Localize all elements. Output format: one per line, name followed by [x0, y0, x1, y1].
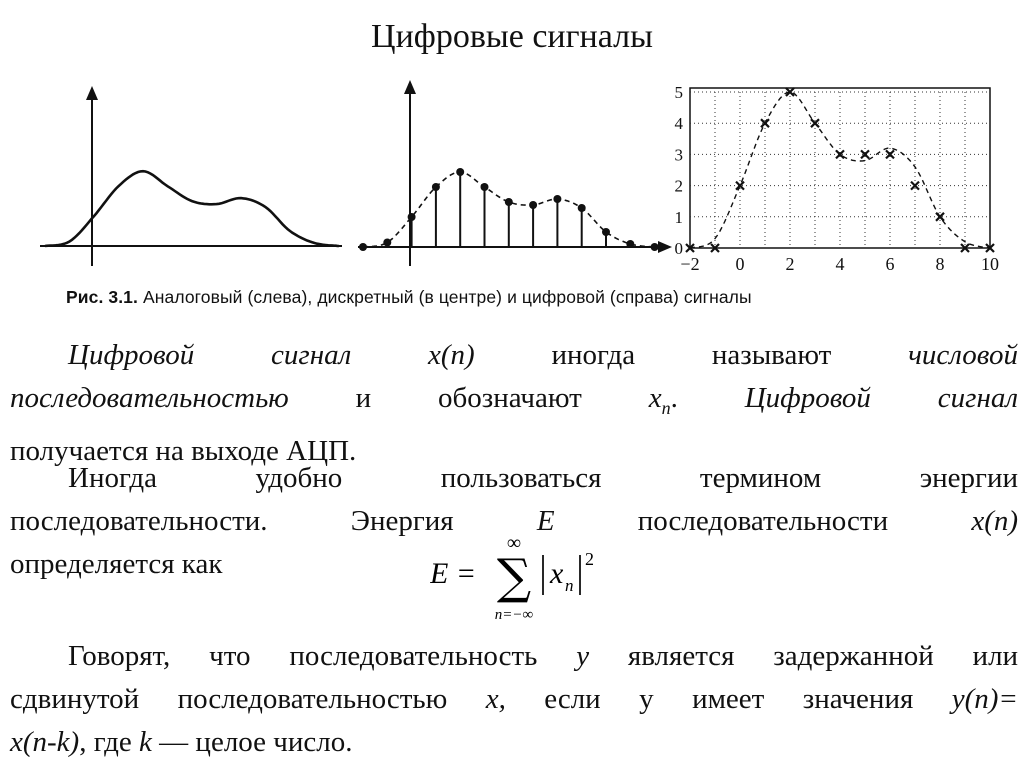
x-tick-label: −2 [680, 254, 700, 274]
word: называют [711, 339, 832, 371]
formula-var-sub: n [565, 576, 574, 595]
discrete-sample-point [626, 240, 634, 248]
x-tick-label: 6 [885, 254, 895, 274]
y-tick-label: 3 [674, 145, 683, 165]
discrete-signal-plot [358, 80, 672, 266]
paragraph1-line3: получается на выходе АЦП. [10, 435, 357, 467]
sigma-icon: ∑ [496, 549, 532, 605]
word: термином [699, 462, 822, 494]
formula-upper-limit: ∞ [506, 535, 522, 554]
paragraph-digital-signal [10, 334, 1018, 473]
word: Энергия [350, 505, 454, 537]
word: что [209, 640, 251, 672]
formula-lhs: E = [430, 557, 477, 590]
discrete-y-arrow-icon [404, 80, 416, 94]
term-digital-signal: Цифровой [68, 339, 195, 371]
discrete-sample-point [651, 243, 659, 251]
paragraph2-line1 [10, 457, 1018, 500]
figure-number: Рис. 3.1. [66, 287, 138, 307]
analog-signal-curve [45, 171, 339, 246]
word: удобно [255, 462, 343, 494]
var-e: E [536, 505, 555, 537]
discrete-sample-point [529, 201, 537, 209]
x-tick-label: 8 [935, 254, 945, 274]
discrete-sample-point [432, 183, 440, 191]
discrete-sample-point [408, 213, 416, 221]
discrete-sample-point [481, 183, 489, 191]
y-tick-label: 2 [674, 176, 683, 196]
word: иногда [551, 339, 636, 371]
x-tick-label: 0 [735, 254, 745, 274]
word: последовательность [289, 640, 538, 672]
term-x-n-k: x(n-k) [10, 726, 80, 758]
word: имеет [692, 683, 765, 715]
term-xn: x(n) [971, 505, 1019, 537]
paragraph2-line3: определяется как [10, 548, 223, 580]
energy-formula [430, 535, 630, 625]
analog-y-arrow-icon [86, 86, 98, 100]
word: , где [79, 726, 132, 758]
figure-caption-text: Аналоговый (слева), дискретный (в центре) и цифровой (справа) сигналы [142, 287, 752, 307]
discrete-x-arrow-icon [658, 241, 672, 253]
discrete-sample-point [578, 204, 586, 212]
y-tick-label: 1 [674, 207, 683, 227]
var-y: y [576, 640, 590, 672]
term-digital: Цифровой [744, 382, 871, 414]
word: задержанной [773, 640, 934, 672]
word: энергии [919, 462, 1018, 494]
word: пользоваться [440, 462, 602, 494]
word: сдвинутой [10, 683, 140, 715]
x-tick-label: 10 [981, 254, 999, 274]
y-tick-label: 4 [674, 114, 683, 134]
paragraph1-line2 [10, 377, 1018, 430]
figure-caption [66, 287, 1016, 308]
discrete-sample-point [602, 228, 610, 236]
term-yn: y(n)= [951, 683, 1018, 715]
word: значения [802, 683, 914, 715]
discrete-sample-point [383, 239, 391, 247]
period: . [670, 382, 678, 414]
paragraph3-line1 [10, 635, 1018, 678]
x-tick-label: 2 [785, 254, 795, 274]
paragraph3-line2 [10, 678, 1018, 721]
discrete-sample-point [456, 168, 464, 176]
word: последовательностью [177, 683, 448, 715]
figure-signals [0, 70, 1024, 310]
formula-var: x [550, 557, 564, 590]
var-x: x, [485, 683, 506, 715]
word: последовательности. [10, 505, 268, 537]
subscript-n: n [661, 398, 671, 418]
term-numeric: числовой [908, 339, 1019, 371]
word: обозначают [437, 382, 582, 414]
paragraph1-line1 [10, 334, 1018, 377]
word: Иногда [68, 462, 158, 494]
x-tick-label: 4 [835, 254, 845, 274]
formula-power: 2 [585, 549, 594, 569]
var-k: k [139, 726, 152, 758]
term-xn: x(n) [428, 339, 475, 371]
paragraph3-line3 [10, 721, 1018, 764]
word: — целое число. [151, 726, 353, 758]
paragraph-delay [10, 635, 1018, 764]
word: Говорят, [68, 640, 171, 672]
y-tick-label: 0 [674, 239, 683, 258]
var-x: x [648, 382, 662, 414]
y-tick-label: 5 [674, 83, 683, 102]
slide-title: Цифровые сигналы [371, 18, 653, 55]
word: является [627, 640, 735, 672]
discrete-sample-point [553, 195, 561, 203]
digital-signal-plot [675, 83, 1000, 274]
term-signal: сигнал [937, 382, 1019, 414]
term-signal: сигнал [271, 339, 352, 371]
word: или [972, 640, 1019, 672]
digital-sample-marker [886, 150, 894, 158]
discrete-sample-point [359, 243, 367, 251]
word: последовательности [637, 505, 889, 537]
word: у [639, 683, 654, 715]
discrete-sample-point [505, 198, 513, 206]
analog-signal-plot [40, 86, 342, 266]
term-sequence: последовательностью [10, 382, 289, 414]
word: и [355, 382, 372, 414]
term-x-sub-n [648, 382, 678, 418]
formula-lower-limit: n=−∞ [494, 607, 534, 623]
word: если [544, 683, 601, 715]
